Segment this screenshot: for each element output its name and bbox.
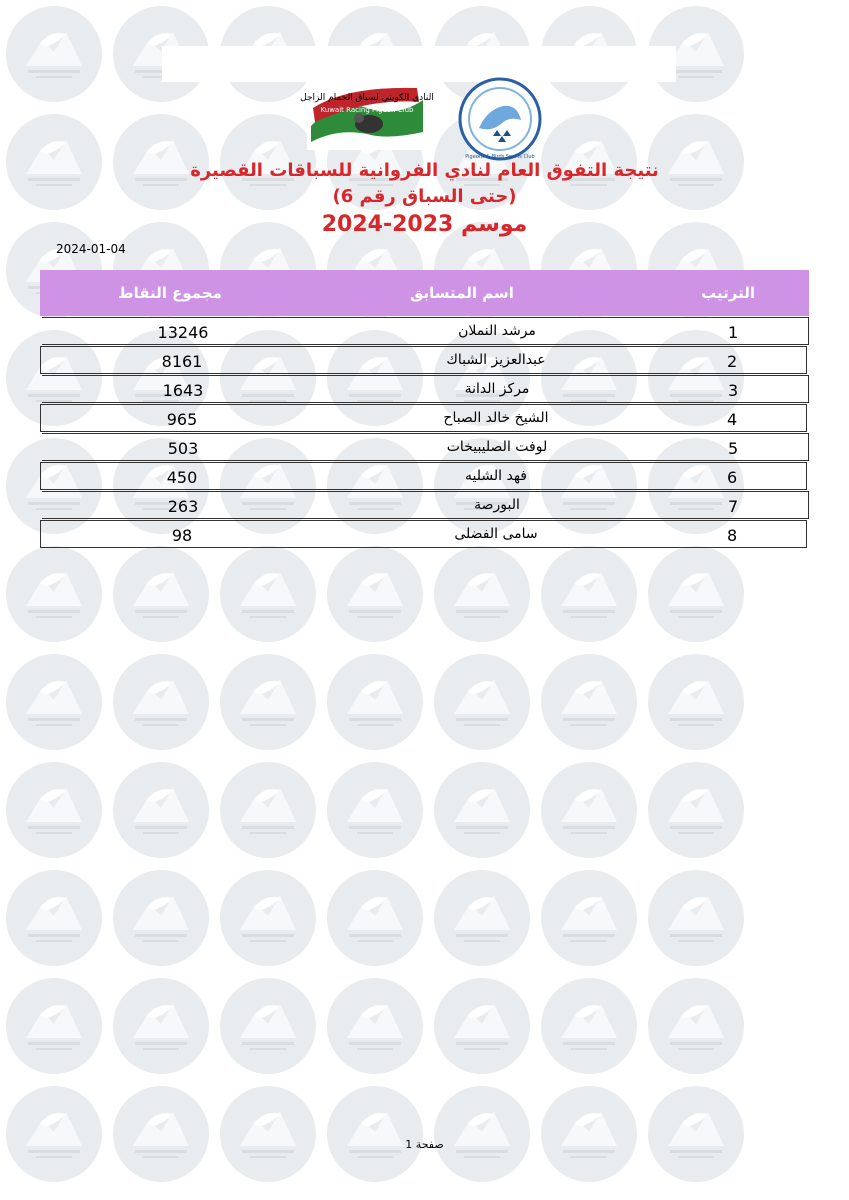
rank-cell: 8: [727, 526, 738, 545]
season-label: موسم 2023-2024: [321, 212, 528, 237]
watermark-logo: [327, 978, 423, 1074]
report-title: نتيجة التفوق العام لنادي الفروانية للسباقات القصيرة: [190, 160, 659, 181]
table-row: [42, 433, 809, 461]
rank-cell: 4: [727, 410, 738, 429]
watermark-logo: [648, 1086, 744, 1182]
watermark-logo: [6, 870, 102, 966]
points-cell: 965: [166, 410, 198, 429]
watermark-logo: [541, 1086, 637, 1182]
watermark-logo: [220, 546, 316, 642]
watermark-logo: [541, 870, 637, 966]
watermark-logo: [434, 762, 530, 858]
watermark-logo: [6, 762, 102, 858]
points-cell: 98: [171, 526, 193, 545]
name-cell: البورصة: [474, 497, 520, 513]
rank-cell: 3: [728, 381, 739, 400]
watermark-logo: [327, 1086, 423, 1182]
watermark-logo: [327, 654, 423, 750]
points-cell: 503: [167, 439, 199, 458]
table-row: [40, 462, 807, 490]
header-blank-bar: [162, 46, 676, 82]
points-cell: 8161: [161, 352, 203, 371]
rank-cell: 2: [727, 352, 738, 371]
watermark-logo: [327, 762, 423, 858]
watermark-logo: [648, 870, 744, 966]
watermark-logo: [220, 762, 316, 858]
watermark-logo: [220, 978, 316, 1074]
rank-cell: 5: [728, 439, 739, 458]
points-cell: 450: [166, 468, 198, 487]
watermark-logo: [648, 762, 744, 858]
watermark-logo: [541, 654, 637, 750]
watermark-logo: [113, 978, 209, 1074]
table-header: [40, 270, 809, 316]
name-cell: فهد الشليه: [465, 468, 527, 484]
watermark-logo: [6, 546, 102, 642]
watermark-logo: [434, 870, 530, 966]
table-row: [42, 317, 809, 345]
pigeon-sports-club-logo: [457, 76, 543, 162]
watermark-logo: [648, 654, 744, 750]
table-row: [40, 346, 807, 374]
watermark-logo: [434, 654, 530, 750]
report-subtitle: (حتى السباق رقم 6): [332, 186, 517, 207]
header-rank: الترتيب: [701, 284, 755, 302]
watermark-logo: [541, 546, 637, 642]
kuwait-pigeon-club-logo: [300, 78, 434, 150]
watermark-logo: [541, 978, 637, 1074]
table-row: [40, 404, 807, 432]
page-number: صفحة 1: [405, 1138, 444, 1151]
header-name: اسم المتسابق: [410, 284, 514, 302]
table-row: [40, 520, 807, 548]
name-cell: مركز الدانة: [464, 381, 530, 397]
watermark-logo: [434, 978, 530, 1074]
watermark-logo: [6, 654, 102, 750]
report-date: 2024-01-04: [56, 242, 126, 256]
watermark-logo: [113, 546, 209, 642]
svg-text:Kuwait Racing Pigeon Club: Kuwait Racing Pigeon Club: [320, 106, 414, 114]
watermark-logo: [327, 546, 423, 642]
watermark-logo: [648, 546, 744, 642]
watermark-logo: [220, 654, 316, 750]
table-row: [42, 491, 809, 519]
rank-cell: 1: [728, 323, 739, 342]
header-points: مجموع النقاط: [118, 284, 222, 302]
results-table: [40, 270, 809, 548]
rank-cell: 7: [728, 497, 739, 516]
watermark-logo: [6, 6, 102, 102]
watermark-logo: [220, 870, 316, 966]
watermark-logo: [648, 978, 744, 1074]
watermark-logo: [434, 1086, 530, 1182]
table-row: [42, 375, 809, 403]
watermark-logo: [434, 546, 530, 642]
watermark-logo: [113, 1086, 209, 1182]
points-cell: 263: [167, 497, 199, 516]
watermark-logo: [6, 978, 102, 1074]
svg-text:Pigeons & Birds Sports Club: Pigeons & Birds Sports Club: [465, 154, 535, 160]
svg-text:النادي الكويتي لسباق الحمام ال: النادي الكويتي لسباق الحمام الزاجل: [300, 93, 434, 103]
watermark-logo: [220, 1086, 316, 1182]
name-cell: لوفت الصليبيخات: [446, 439, 548, 455]
watermark-logo: [6, 1086, 102, 1182]
points-cell: 13246: [157, 323, 209, 342]
watermark-logo: [327, 870, 423, 966]
watermark-logo: [113, 762, 209, 858]
watermark-logo: [113, 870, 209, 966]
name-cell: الشيخ خالد الصباح: [443, 410, 549, 426]
watermark-logo: [113, 654, 209, 750]
name-cell: مرشد النملان: [458, 323, 536, 339]
watermark-logo: [541, 762, 637, 858]
name-cell: عبدالعزيز الشباك: [446, 352, 546, 368]
points-cell: 1643: [162, 381, 204, 400]
name-cell: سامى الفضلى: [454, 526, 538, 542]
rank-cell: 6: [727, 468, 738, 487]
